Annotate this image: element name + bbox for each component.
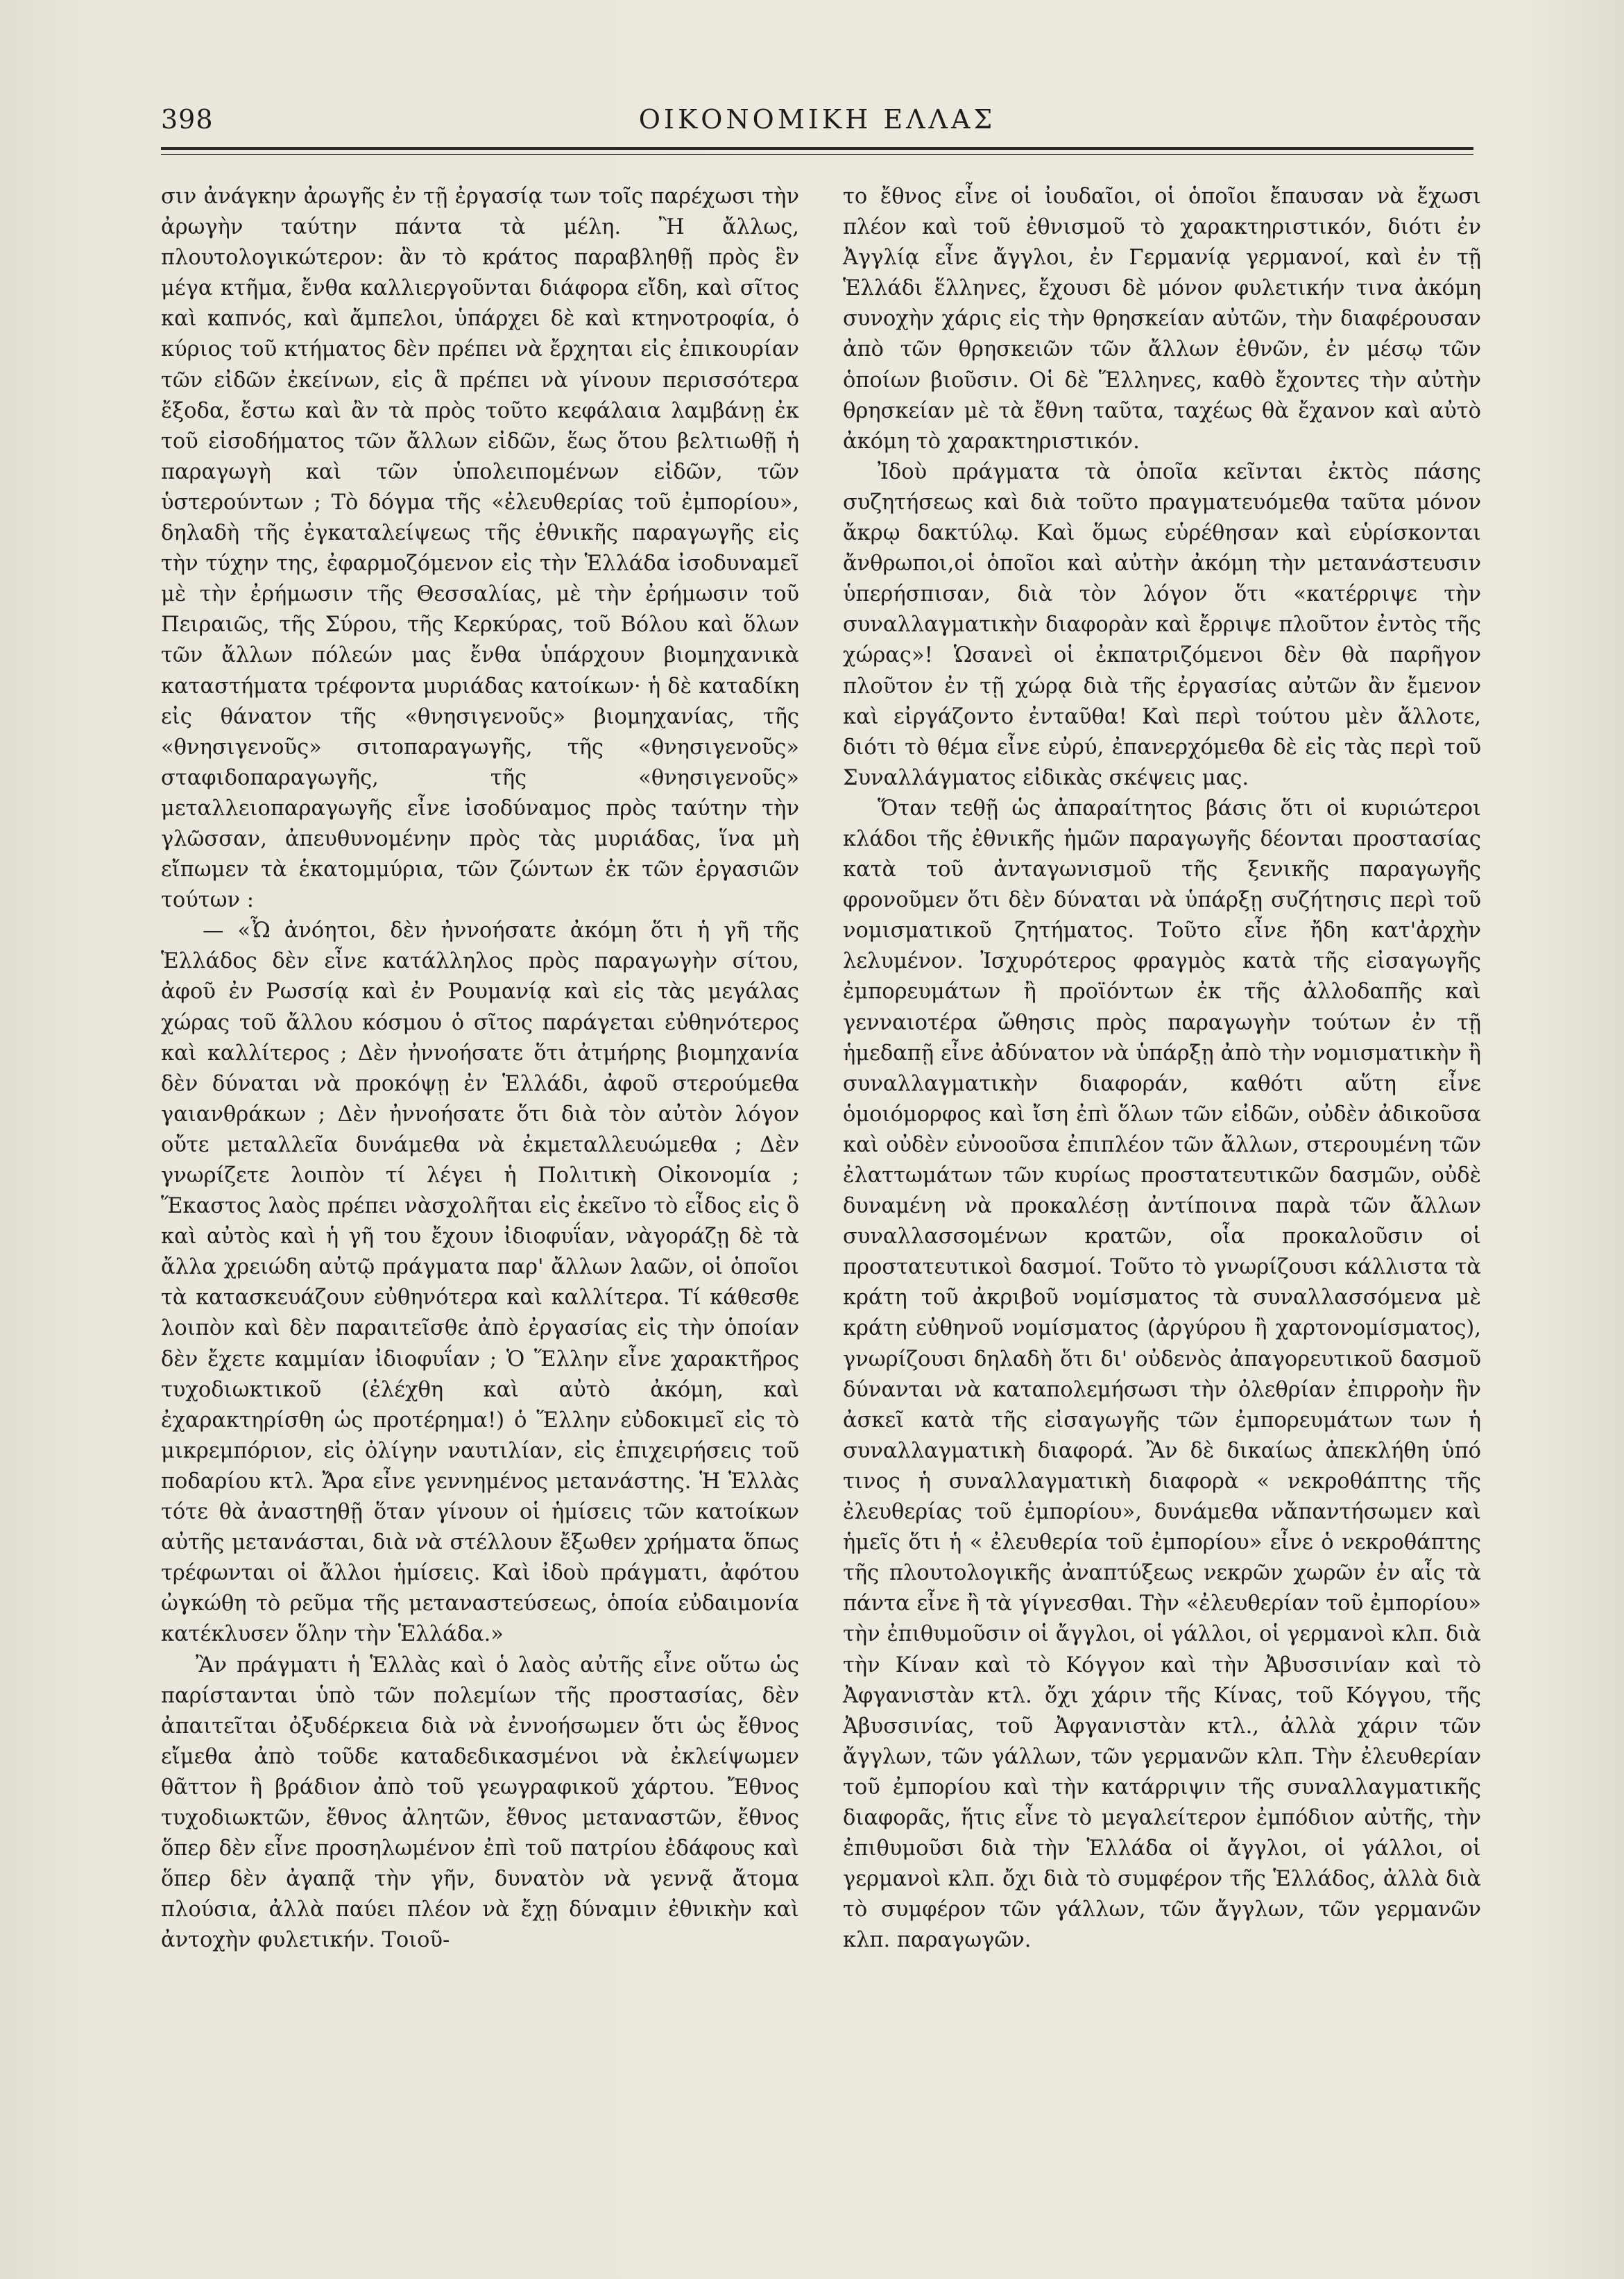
header-rule-thin [161, 154, 1473, 155]
paragraph: το ἔθνος εἶνε οἱ ἰουδαῖοι, οἱ ὁποῖοι ἔπαυσαν νὰ ἔχωσι πλέον καὶ τοῦ ἐθνισμοῦ τὸ χαρακτηριστικόν, διότι ἐν Ἀγγλίᾳ εἶνε ἄγγλοι, ἐν Γερμανίᾳ γερμανοί, καὶ ἐν τῇ Ἑλλάδι ἕλληνες, ἔχουσι δὲ μόνον φυλετικήν τινα ἀκόμη συνοχὴν χάρις εἰς τὴν θρησκείαν αὐτῶν, τὴν διαφέρουσαν ἀπὸ τῶν θρησκειῶν τῶν ἄλλων ἐθνῶν, ἐν μέσῳ τῶν ὁποίων βιοῦσιν. Οἱ δὲ Ἕλληνες, καθὸ ἔχοντες τὴν αὐτὴν θρησκείαν μὲ τὰ ἔθνη ταῦτα, ταχέως θὰ ἔχανον καὶ αὐτὸ ἀκόμη τὸ χαρακτηριστικόν. [843, 185, 1481, 454]
paragraph: Ἰδοὺ πράγματα τὰ ὁποῖα κεῖνται ἐκτὸς πάσης συζητήσεως καὶ διὰ τοῦτο πραγματευόμεθα ταῦτα μόνον ἄκρῳ δακτύλῳ. Καὶ ὅμως εὑρέθησαν καὶ εὑρίσκονται ἄνθρωποι,οἱ ὁποῖοι καὶ αὐτὴν ἀκόμη τὴν μετανάστευσιν ὑπερήσπισαν, διὰ τὸν λόγον ὅτι «κατέρριψε τὴν συναλλαγματικὴν διαφορὰν καὶ ἔρριψε πλοῦτον ἐντὸς τῆς χώρας»! Ὡσανεὶ οἱ ἐκπατριζόμενοι δὲν θὰ παρῆγον πλοῦτον ἐν τῇ χώρᾳ διὰ τῆς ἐργασίας αὐτῶν ἂν ἔμενον καὶ εἰργάζοντο ἐνταῦθα! Καὶ περὶ τούτου μὲν ἄλλοτε, διότι τὸ θέμα εἶνε εὐρύ, ἐπανερχόμεθα δὲ εἰς τὰς περὶ τοῦ Συναλλάγματος εἰδικὰς σκέψεις μας. [843, 459, 1481, 790]
page-number: 398 [161, 104, 214, 135]
page-header [161, 104, 1473, 146]
header-rule [161, 147, 1473, 150]
right-column [843, 182, 1481, 1956]
left-column [161, 182, 799, 1956]
paragraph: σιν ἀνάγκην ἀρωγῆς ἐν τῇ ἐργασίᾳ των τοῖς παρέχωσι τὴν ἀρωγὴν ταύτην πάντα τὰ μέλη. Ἢ ἄλλως, πλουτολογικώτερον: ἂν τὸ κράτος παραβληθῇ πρὸς ἓν μέγα κτῆμα, ἔνθα καλλιεργοῦνται διάφορα εἴδη, καὶ σῖτος καὶ καπνός, καὶ ἄμπελοι, ὑπάρχει δὲ καὶ κτηνοτροφία, ὁ κύριος τοῦ κτήματος δὲν πρέπει νὰ ἔρχηται εἰς ἐπικουρίαν τῶν εἰδῶν ἐκείνων, εἰς ἃ πρέπει νὰ γίνουν περισσότερα ἔξοδα, ἔστω καὶ ἂν τὰ πρὸς τοῦτο κεφάλαια λαμβάνῃ ἐκ τοῦ εἰσοδήματος τῶν ἄλλων εἰδῶν, ἕως ὅτου βελτιωθῇ ἡ παραγωγὴ καὶ τῶν ὑπολειπομένων εἰδῶν, τῶν ὑστερούντων ; Τὸ δόγμα τῆς «ἐλευθερίας τοῦ ἐμπορίου», δηλαδὴ τῆς ἐγκαταλείψεως τῆς ἐθνικῆς παραγωγῆς εἰς τὴν τύχην της, ἐφαρμοζόμενον εἰς τὴν Ἑλλάδα ἰσοδυναμεῖ μὲ τὴν ἐρήμωσιν τῆς Θεσσαλίας, μὲ τὴν ἐρήμωσιν τοῦ Πειραιῶς, τῆς Σύρου, τῆς Κερκύρας, τοῦ Βόλου καὶ ὅλων τῶν ἄλλων πόλεών μας ἔνθα ὑπάρχουν βιομηχανικὰ καταστήματα τρέφοντα μυριάδας κατοίκων· ἡ δὲ καταδίκη εἰς θάνατον τῆς «θνησιγενοῦς» βιομηχανίας, τῆς «θνησιγενοῦς» σιτοπαραγωγῆς, τῆς «θνησιγενοῦς» σταφιδοπαραγωγῆς, τῆς «θνησιγενοῦς» μεταλλειοπαραγωγῆς εἶνε ἰσοδύναμος πρὸς ταύτην τὴν γλῶσσαν, ἀπευθυνομένην πρὸς τὰς μυριάδας, ἵνα μὴ εἴπωμεν τὰ ἑκατομμύρια, τῶν ζώντων ἐκ τῶν ἐργασιῶν τούτων : [161, 185, 799, 913]
running-title: ΟΙΚΟΝΟΜΙΚΗ ΕΛΛΑΣ [638, 104, 996, 135]
paragraph: Ὅταν τεθῇ ὡς ἀπαραίτητος βάσις ὅτι οἱ κυριώτεροι κλάδοι τῆς ἐθνικῆς ἡμῶν παραγωγῆς δέονται προστασίας κατὰ τοῦ ἀνταγωνισμοῦ τῆς ξενικῆς παραγωγῆς φρονοῦμεν ὅτι δὲν δύναται νὰ ὑπάρξῃ συζήτησις περὶ τοῦ νομισματικοῦ ζητήματος. Τοῦτο εἶνε ἤδη κατ'ἀρχὴν λελυμένον. Ἰσχυρότερος φραγμὸς κατὰ τῆς εἰσαγωγῆς ἐμπορευμάτων ἢ προϊόντων ἐκ τῆς ἀλλοδαπῆς καὶ γενναιοτέρα ὤθησις πρὸς παραγωγὴν τούτων ἐν τῇ ἡμεδαπῇ εἶνε ἀδύνατον νὰ ὑπάρξῃ ἀπὸ τὴν νομισματικὴν ἢ συναλλαγματικὴν διαφοράν, καθότι αὕτη εἶνε ὁμοιόμορφος καὶ ἴση ἐπὶ ὅλων τῶν εἰδῶν, οὐδὲν ἀδικοῦσα καὶ οὐδὲν εὐνοοῦσα ἐπιπλέον τῶν ἄλλων, στερουμένη τῶν ἐλαττωμάτων τῶν κυρίως προστατευτικῶν δασμῶν, οὐδὲ δυναμένη νὰ προκαλέσῃ ἀντίποινα παρὰ τῶν ἄλλων συναλλασσομένων κρατῶν, οἷα προκαλοῦσιν οἱ προστατευτικοὶ δασμοί. Τοῦτο τὸ γνωρίζουσι κάλλιστα τὰ κράτη τοῦ ἀκριβοῦ νομίσματος τὰ συναλλασσόμενα μὲ κράτη εὐθηνοῦ νομίσματος (ἀργύρου ἢ χαρτονομίσματος), γνωρίζουσι δηλαδὴ ὅτι δι' οὐδενὸς ἀπαγορευτικοῦ δασμοῦ δύνανται νὰ καταπολεμήσωσι τὴν ὀλεθρίαν ἐπιρροὴν ἣν ἀσκεῖ κατὰ τῆς εἰσαγωγῆς τῶν ἐμπορευμάτων των ἡ συναλλαγματικὴ διαφορά. Ἂν δὲ δικαίως ἀπεκλήθη ὑπό τινος ἡ συναλλαγματικὴ διαφορὰ « νεκροθάπτης τῆς ἐλευθερίας τοῦ ἐμπορίου», δυνάμεθα νἄπαντήσωμεν καὶ ἡμεῖς ὅτι ἡ « ἐλευθερία τοῦ ἐμπορίου» εἶνε ὁ νεκροθάπτης τῆς πλουτολογικῆς ἀναπτύξεως νεκρῶν χωρῶν ἐν αἷς τὰ πάντα εἶνε ἢ τὰ γίγνεσθαι. Τὴν «ἐλευθερίαν τοῦ ἐμπορίου» τὴν ἐπιθυμοῦσιν οἱ ἄγγλοι, οἱ γάλλοι, οἱ γερμανοὶ κλπ. διὰ τὴν Κίναν καὶ τὸ Κόγγον καὶ τὴν Ἀβυσσινίαν καὶ τὸ Ἀφγανιστὰν κτλ. ὄχι χάριν τῆς Κίνας, τοῦ Κόγγου, τῆς Ἀβυσσινίας, τοῦ Ἀφγανιστὰν κτλ., ἀλλὰ χάριν τῶν ἄγγλων, τῶν γάλλων, τῶν γερμανῶν κλπ. Τὴν ἐλευθερίαν τοῦ ἐμπορίου καὶ τὴν κατάρριψιν τῆς συναλλαγματικῆς διαφορᾶς, ἥτις εἶνε τὸ μεγαλείτερον ἐμπόδιον αὐτῆς, τὴν ἐπιθυμοῦσι διὰ τὴν Ἑλλάδα οἱ ἄγγλοι, οἱ γάλλοι, οἱ γερμανοὶ κλπ. ὄχι διὰ τὸ συμφέρον τῆς Ἑλλάδος, ἀλλὰ διὰ τὸ συμφέρον τῶν γάλλων, τῶν ἄγγλων, τῶν γερμανῶν κλπ. παραγωγῶν. [843, 796, 1481, 1953]
paragraph: Ἂν πράγματι ἡ Ἑλλὰς καὶ ὁ λαὸς αὐτῆς εἶνε οὕτω ὡς παρίστανται ὑπὸ τῶν πολεμίων τῆς προστασίας, δὲν ἀπαιτεῖται ὀξυδέρκεια διὰ νὰ ἐννοήσωμεν ὅτι ὡς ἔθνος εἴμεθα ἀπὸ τοῦδε καταδεδικασμένοι νὰ ἐκλείψωμεν θᾶττον ἢ βράδιον ἀπὸ τοῦ γεωγραφικοῦ χάρτου. Ἔθνος τυχοδιωκτῶν, ἔθνος ἀλητῶν, ἔθνος μεταναστῶν, ἔθνος ὅπερ δὲν εἶνε προσηλωμένον ἐπὶ τοῦ πατρίου ἐδάφους καὶ ὅπερ δὲν ἀγαπᾷ τὴν γῆν, δυνατὸν νὰ γεννᾷ ἄτομα πλούσια, ἀλλὰ παύει πλέον νὰ ἔχῃ δύναμιν ἐθνικὴν καὶ ἀντοχὴν φυλετικήν. Τοιοῦ- [161, 1653, 799, 1953]
paragraph: — «Ὦ ἀνόητοι, δὲν ἠννοήσατε ἀκόμη ὅτι ἡ γῆ τῆς Ἑλλάδος δὲν εἶνε κατάλληλος πρὸς παραγωγὴν σίτου, ἀφοῦ ἐν Ρωσσίᾳ καὶ ἐν Ρουμανίᾳ καὶ εἰς τὰς μεγάλας χώρας τοῦ ἄλλου κόσμου ὁ σῖτος παράγεται εὐθηνότερος καὶ καλλίτερος ; Δὲν ἠννοήσατε ὅτι ἀτμήρης βιομηχανία δὲν δύναται νὰ προκόψῃ ἐν Ἑλλάδι, ἀφοῦ στερούμεθα γαιανθράκων ; Δὲν ἠννοήσατε ὅτι διὰ τὸν αὐτὸν λόγον οὔτε μεταλλεῖα δυνάμεθα νὰ ἐκμεταλλευώμεθα ; Δὲν γνωρίζετε λοιπὸν τί λέγει ἡ Πολιτικὴ Οἰκονομία ; Ἕκαστος λαὸς πρέπει νὰσχολῆται εἰς ἐκεῖνο τὸ εἶδος εἰς ὃ καὶ αὐτὸς καὶ ἡ γῆ του ἔχουν ἰδιοφυΐαν, νὰγοράζῃ δὲ τὰ ἄλλα χρειώδη αὐτῷ πράγματα παρ' ἄλλων λαῶν, οἱ ὁποῖοι τὰ κατασκευάζουν εὐθηνότερα καὶ καλλίτερα. Τί κάθεσθε λοιπὸν καὶ δὲν παραιτεῖσθε ἀπὸ ἐργασίας εἰς τὴν ὁποίαν δὲν ἔχετε καμμίαν ἰδιοφυΐαν ; Ὁ Ἕλλην εἶνε χαρακτῆρος τυχοδιωκτικοῦ (ἐλέχθη καὶ αὐτὸ ἀκόμη, καὶ ἐχαρακτηρίσθη ὡς προτέρημα!) ὁ Ἕλλην εὐδοκιμεῖ εἰς τὸ μικρεμπόριον, εἰς ὀλίγην ναυτιλίαν, εἰς ἐπιχειρήσεις τοῦ ποδαρίου κτλ. Ἄρα εἶνε γεννημένος μετανάστης. Ἡ Ἑλλὰς τότε θὰ ἀναστηθῇ ὅταν γίνουν οἱ ἡμίσεις τῶν κατοίκων αὐτῆς μετανάσται, διὰ νὰ στέλλουν ἔξωθεν χρήματα ὅπως τρέφωνται οἱ ἄλλοι ἡμίσεις. Καὶ ἰδοὺ πράγματι, ἀφότου ὠγκώθη τὸ ρεῦμα τῆς μεταναστεύσεως, ὁποία εὐδαιμονία κατέκλυσεν ὅλην τὴν Ἑλλάδα.» [161, 919, 799, 1647]
